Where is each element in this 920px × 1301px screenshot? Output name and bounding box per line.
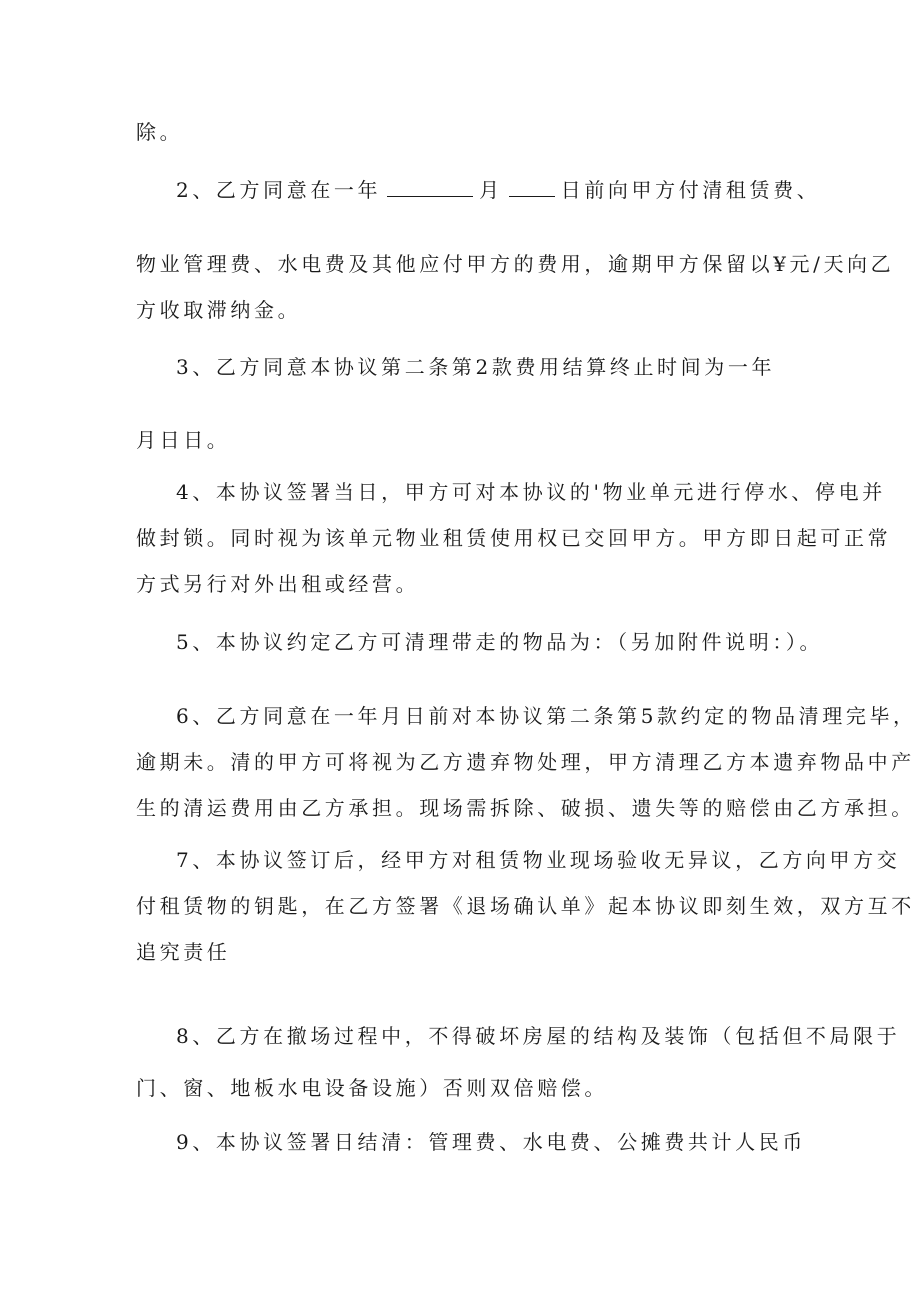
- month-blank: [509, 178, 555, 197]
- text-line-15: 付租赁物的钥匙，在乙方签署《退场确认单》起本协议即刻生效，双方互不: [136, 894, 915, 918]
- clause-2-text-b: 月: [479, 178, 503, 202]
- text-line-9: 方式另行对外出租或经营。: [136, 572, 420, 596]
- text-line-8: 做封锁。同时视为该单元物业租赁使用权已交回甲方。甲方即日起可正常: [136, 526, 892, 550]
- clause-7-line: 7、本协议签订后，经甲方对租赁物业现场验收无异议，乙方向甲方交: [176, 848, 901, 872]
- clause-8-line: 8、乙方在撤场过程中，不得破坏房屋的结构及装饰（包括但不局限于: [176, 1024, 901, 1048]
- clause-2-first-line: [176, 176, 820, 204]
- clause-4-line: 4、本协议签署当日，甲方可对本协议的'物业单元进行停水、停电并: [176, 480, 886, 504]
- clause-6-line: 6、乙方同意在一年月日前对本协议第二条第5款约定的物品清理完毕，: [176, 704, 917, 728]
- clause-3-line: 3、乙方同意本协议第二条第2款费用结算终止时间为一年: [176, 355, 776, 379]
- text-line-18: 门、窗、地板水电设备设施）否则双倍赔偿。: [136, 1076, 608, 1100]
- clause-5-line: 5、本协议约定乙方可清理带走的物品为：（另加附件说明：）。: [176, 630, 824, 654]
- text-line-3: 物业管理费、水电费及其他应付甲方的费用，逾期甲方保留以¥元/天向乙: [136, 252, 895, 276]
- text-line-13: 生的清运费用由乙方承担。现场需拆除、破损、遗失等的赔偿由乙方承担。: [136, 796, 915, 820]
- clause-2-text-a: 2、乙方同意在一年: [176, 178, 382, 202]
- text-line-1: 除。: [136, 120, 184, 144]
- text-line-4: 方收取滞纳金。: [136, 298, 302, 322]
- text-line-12: 逾期未。清的甲方可将视为乙方遗弃物处理，甲方清理乙方本遗弃物品中产: [136, 750, 915, 774]
- text-line-16: 追究责任: [136, 940, 231, 964]
- year-blank: [387, 178, 473, 197]
- text-line-6: 月日日。: [136, 428, 231, 452]
- clause-9-line: 9、本协议签署日结清：管理费、水电费、公摊费共计人民币: [176, 1130, 806, 1154]
- clause-2-text-c: 日前向甲方付清租赁费、: [560, 178, 821, 202]
